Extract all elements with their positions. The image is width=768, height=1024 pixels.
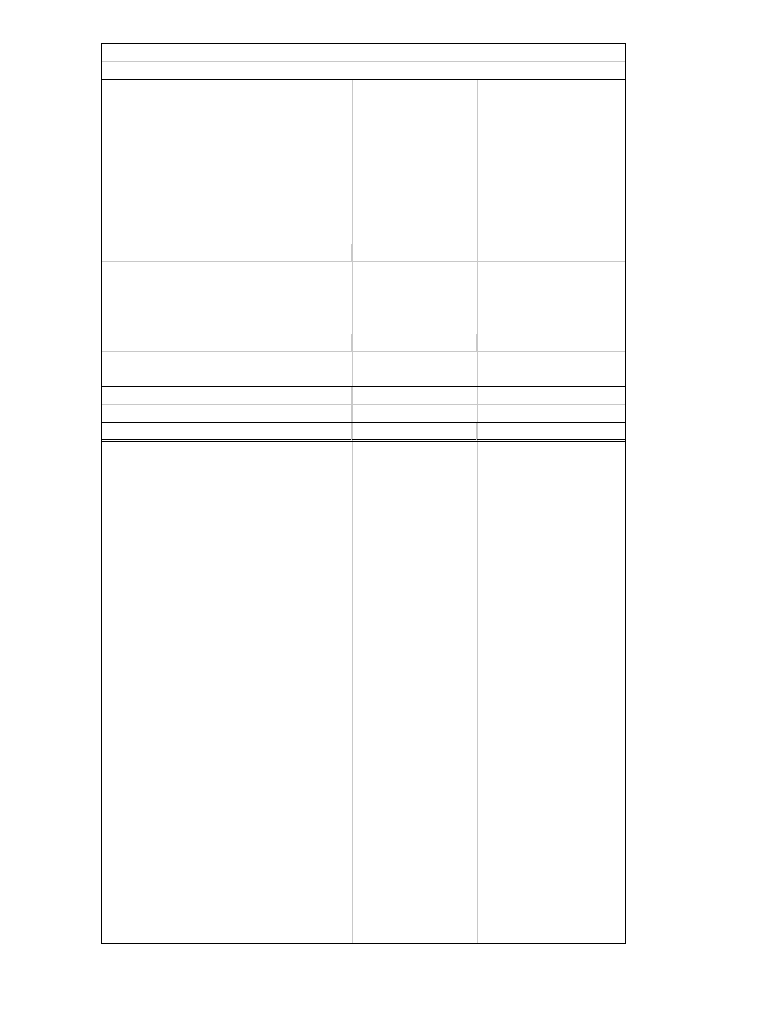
summary-title-row — [102, 244, 625, 262]
installments-title-row — [102, 405, 625, 423]
column-cheque — [352, 423, 477, 440]
statement-sheet — [101, 43, 626, 944]
installments-title — [102, 405, 352, 422]
column-divider — [352, 44, 353, 943]
receipts-title — [102, 387, 352, 404]
header-row — [102, 44, 625, 62]
summary-total-row — [102, 334, 625, 352]
summary-title — [102, 244, 352, 261]
column-amount — [477, 423, 625, 440]
installments-column-header — [102, 423, 625, 442]
summary-total — [352, 334, 477, 351]
column-divider — [477, 44, 478, 943]
column-date — [102, 423, 352, 440]
flat-number — [102, 62, 625, 79]
header-row — [102, 62, 625, 80]
receipts-title-row — [102, 387, 625, 405]
owner-names — [102, 44, 625, 61]
